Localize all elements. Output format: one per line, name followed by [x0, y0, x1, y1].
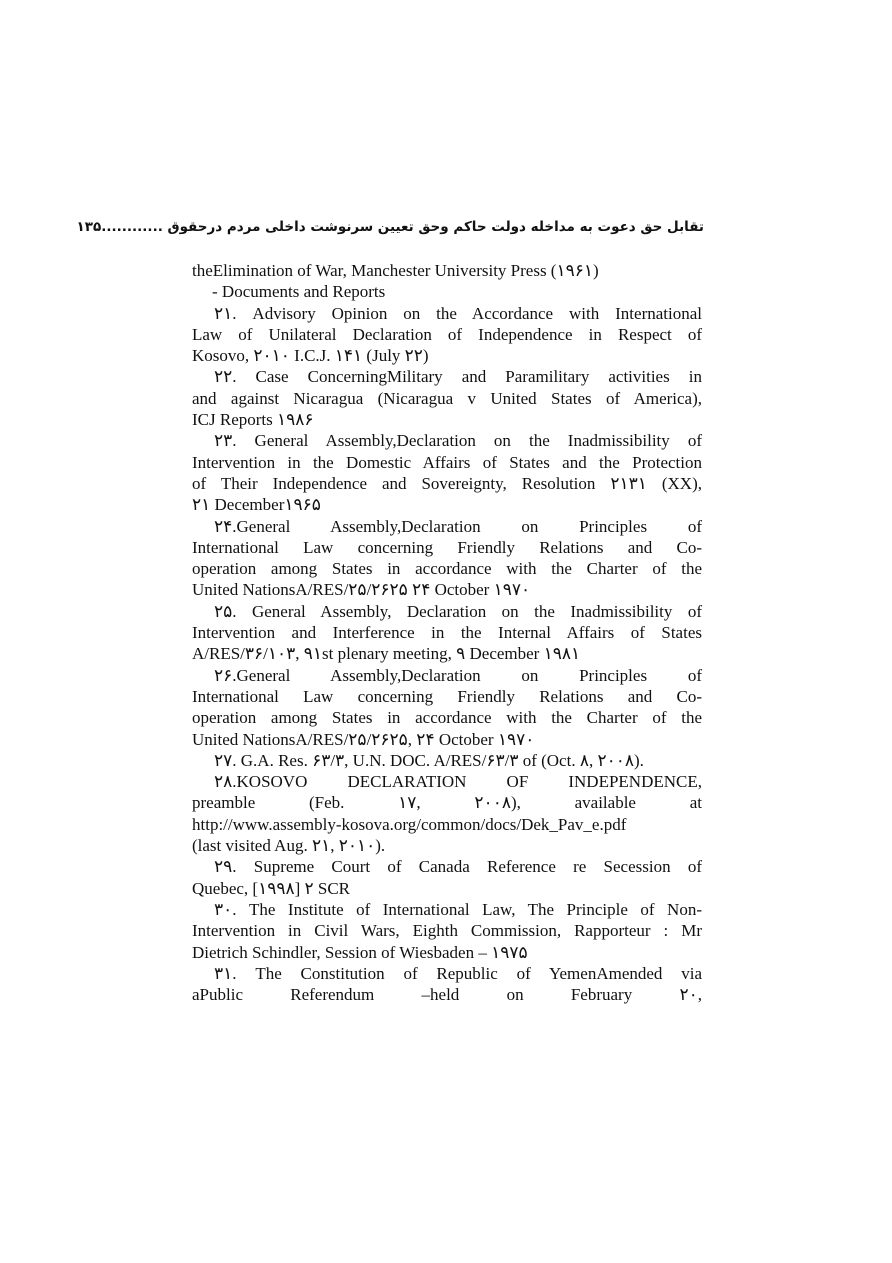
reference-line: United NationsA/RES/۲۵/۲۶۲۵, ۲۴ October ۱۹۷۰ — [192, 729, 535, 749]
reference-line: theElimination of War, Manchester University Press (۱۹۶۱) — [192, 261, 599, 280]
reference-line: ۲۵. General Assembly, Declaration on the Inadmissibility of — [214, 601, 702, 621]
reference-line: A/RES/۳۶/۱۰۳, ۹۱st plenary meeting, ۹ December ۱۹۸۱ — [192, 644, 581, 664]
reference-line: ۳۰. The Institute of International Law, The Principle of Non- — [214, 899, 702, 919]
running-header: تقابل حق دعوت به مداخله دولت حاکم وحق تعیین سرنوشت داخلی مردم درحقوق ............۱۳۵ — [76, 219, 704, 235]
reference-line: (last visited Aug. ۲۱, ۲۰۱۰). — [192, 836, 386, 856]
reference-line: Intervention in the Domestic Affairs of States and the Protection — [192, 452, 702, 472]
reference-line: ۲۴.General Assembly,Declaration on Principles of — [214, 516, 702, 536]
reference-line: International Law concerning Friendly Relations and Co- — [192, 537, 702, 557]
reference-line: ۲۲. Case ConcerningMilitary and Paramilitary activities in — [214, 367, 702, 387]
reference-line: ۲۷. G.A. Res. ۶۳/۳, U.N. DOC. A/RES/۶۳/۳ of (Oct. ۸, ۲۰۰۸). — [214, 750, 644, 770]
reference-line: operation among States in accordance with the Charter of the — [192, 559, 702, 579]
reference-list — [192, 260, 702, 1005]
section-heading: - Documents and Reports — [212, 282, 386, 302]
reference-line: Quebec, [۱۹۹۸] ۲ SCR — [192, 878, 351, 898]
reference-line: ۲۹. Supreme Court of Canada Reference re Secession of — [214, 857, 702, 877]
reference-line: aPublic Referendum –held on February ۲۰, — [192, 985, 702, 1005]
reference-line: ۲۸.KOSOVO DECLARATION OF INDEPENDENCE, — [214, 772, 702, 792]
reference-line: United NationsA/RES/۲۵/۲۶۲۵ ۲۴ October ۱۹۷۰ — [192, 580, 531, 600]
reference-line: http://www.assembly-kosova.org/common/docs/Dek_Pav_e.pdf — [192, 814, 627, 834]
reference-line: operation among States in accordance with the Charter of the — [192, 708, 702, 728]
reference-line: of Their Independence and Sovereignty, Resolution ۲۱۳۱ (XX), — [192, 473, 702, 493]
reference-line: ۳۱. The Constitution of Republic of YemenAmended via — [214, 963, 702, 983]
reference-line: Intervention in Civil Wars, Eighth Commission, Rapporteur : Mr — [192, 921, 702, 941]
reference-line: ۲۳. General Assembly,Declaration on the Inadmissibility of — [214, 431, 702, 451]
reference-line: ICJ Reports ۱۹۸۶ — [192, 410, 314, 430]
reference-line: ۲۶.General Assembly,Declaration on Principles of — [214, 665, 702, 685]
reference-line: preamble (Feb. ۱۷, ۲۰۰۸), available at — [192, 793, 702, 813]
reference-line: Intervention and Interference in the Internal Affairs of States — [192, 623, 702, 643]
reference-line: Dietrich Schindler, Session of Wiesbaden – ۱۹۷۵ — [192, 942, 528, 962]
reference-line: ۲۱. Advisory Opinion on the Accordance with International — [214, 303, 702, 323]
reference-line: ۲۱ December۱۹۶۵ — [192, 495, 321, 515]
reference-line: and against Nicaragua (Nicaragua v United States of America), — [192, 388, 702, 408]
reference-line: Law of Unilateral Declaration of Independence in Respect of — [192, 324, 702, 344]
reference-line: Kosovo, ۲۰۱۰ I.C.J. ۱۴۱ (July ۲۲) — [192, 346, 429, 366]
reference-line: International Law concerning Friendly Relations and Co- — [192, 686, 702, 706]
